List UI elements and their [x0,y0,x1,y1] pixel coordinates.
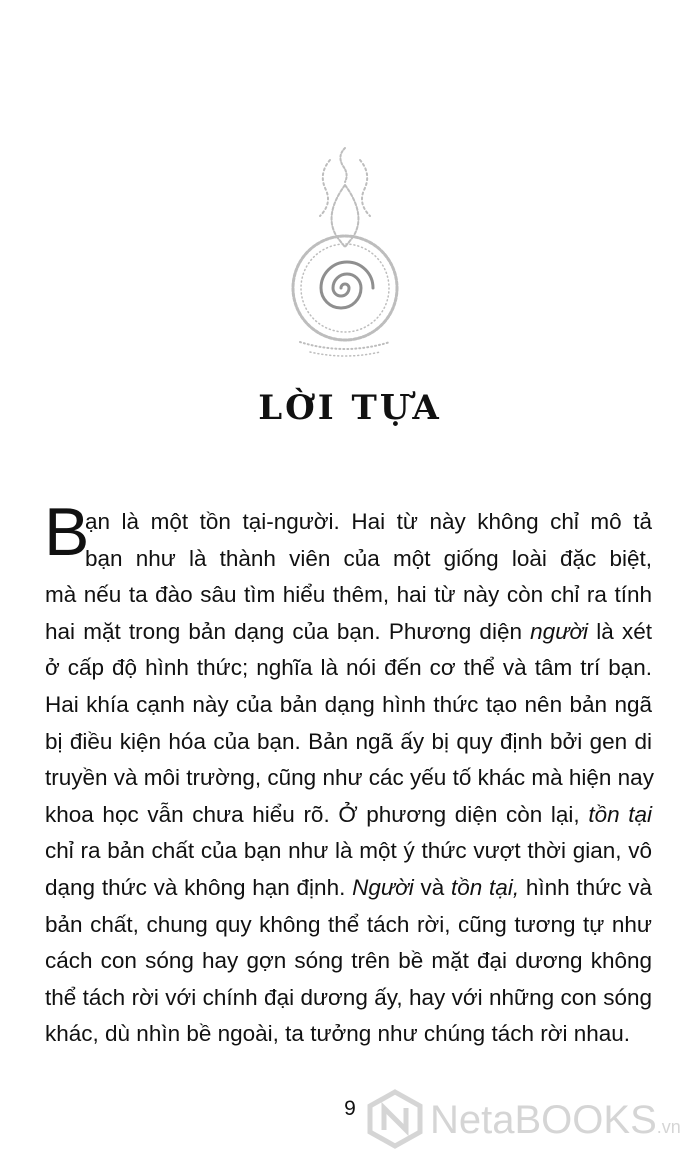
watermark-brand: NetaBOOKS [430,1098,657,1142]
text-segment: dạng thức và không hạn định. [45,874,353,900]
text-segment: bạn như là thành viên của một giống loài đặc biệt, [85,545,652,571]
text-line [45,724,652,761]
text-segment: là xét [588,618,652,644]
chapter-title: LỜI TỰA [258,388,442,428]
text-segment: và [413,874,452,900]
text-line [45,614,652,651]
text-segment: khác, dù nhìn bề ngoài, ta tưởng như chúng tách rời nhau. [45,1021,631,1047]
text-segment: bị điều kiện hóa của bạn. Bản ngã ấy bị quy định bởi gen di [45,728,652,754]
netabooks-logo-icon [364,1088,426,1150]
text-segment: Hai khía cạnh này của bản dạng hình thức tạo nên bản ngã [45,691,652,717]
watermark-text [430,1098,681,1143]
text-segment: hai mặt trong bản dạng của bạn. Phương diện [45,618,531,644]
text-segment: cách con sóng hay gợn sóng trên bề mặt đại dương không [45,948,652,974]
text-line [45,650,652,687]
text-line [45,980,652,1017]
text-line [45,907,652,944]
text-line [45,541,652,578]
text-line [45,504,652,541]
text-line [45,1016,652,1053]
text-segment: ở cấp độ hình thức; nghĩa là nói đến cơ thể và tâm trí bạn. [45,655,652,681]
netabooks-watermark [364,1088,694,1154]
text-segment: truyền và môi trường, cũng như các yếu tố khác mà hiện nay [45,765,654,791]
text-segment: thể tách rời với chính đại dương ấy, hay với những con sóng [45,984,652,1010]
italic-term: tồn tại [588,801,652,827]
drop-cap-letter: B [44,494,90,570]
text-segment: mà nếu ta đào sâu tìm hiểu thêm, hai từ này còn chỉ ra tính [45,582,652,608]
italic-term: người [530,618,589,644]
italic-term: tồn tại, [451,874,520,900]
text-line [45,687,652,724]
text-line [45,870,652,907]
italic-term: Người [352,874,414,900]
text-line [45,833,652,870]
text-segment: ạn là một tồn tại-người. Hai từ này không chỉ mô tả [85,509,652,534]
text-segment: khoa học vẫn chưa hiểu rõ. Ở phương diện còn lại, [45,801,589,827]
body-paragraph [45,504,652,1053]
text-line [45,760,652,797]
page-number: 9 [344,1097,356,1120]
text-segment: bản chất, chung quy không thể tách rời, cũng tương tự như [45,911,652,937]
watermark-suffix: .vn [656,1117,681,1137]
text-line [45,943,652,980]
text-line [45,797,652,834]
text-line [45,577,652,614]
spiral-ornament-icon [270,130,420,360]
text-segment: hình thức và [519,874,652,900]
text-segment: chỉ ra bản chất của bạn như là một ý thức vượt thời gian, vô [45,838,652,864]
